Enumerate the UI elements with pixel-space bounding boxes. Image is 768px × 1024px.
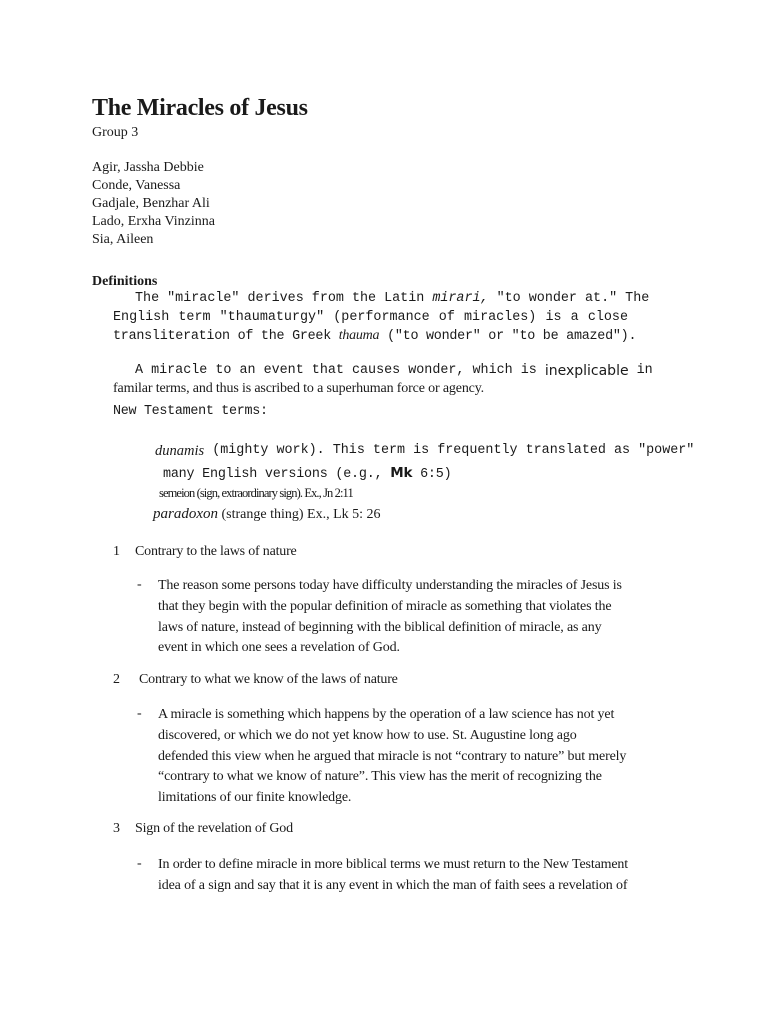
bullet-dash: -	[137, 577, 142, 592]
member-name: Agir, Jassha Debbie	[92, 160, 204, 175]
body-line: defended this view when he argued that miracle is not “contrary to nature” but merely	[158, 748, 627, 764]
text-run: many English versions (e.g.,	[163, 467, 391, 482]
body-line: idea of a sign and say that it is any event in which the man of faith sees a revelation of	[158, 877, 628, 893]
member-name: Lado, Erxha Vinzinna	[92, 214, 215, 229]
section-body	[158, 705, 680, 809]
section-title: Contrary to what we know of the laws of nature	[139, 672, 398, 687]
section-number: 3	[113, 821, 120, 836]
document-title: The Miracles of Jesus	[92, 95, 308, 121]
term-word: paradoxon	[153, 506, 218, 522]
term-description: (mighty work). This term is frequently translated as "power"	[204, 443, 695, 458]
text-run: ("to wonder" or "to be amazed").	[379, 329, 637, 344]
body-line: “contrary to what we know of nature”. This view has the merit of recognizing the	[158, 769, 602, 785]
greek-term: thauma	[338, 328, 380, 343]
latin-term: mirari,	[432, 291, 489, 306]
term-dunamis	[155, 443, 695, 460]
section-title: Sign of the revelation of God	[135, 821, 293, 836]
body-line: event in which one sees a revelation of God.	[158, 640, 400, 656]
term-description: (strange thing) Ex., Lk 5: 26	[218, 507, 381, 522]
body-line: laws of nature, instead of beginning with the biblical definition of miracle, as any	[158, 619, 602, 635]
member-name: Gadjale, Benzhar Ali	[92, 196, 210, 211]
nt-terms-label: New Testament terms:	[113, 404, 268, 419]
paragraph-line	[113, 328, 636, 344]
body-line: In order to define miracle in more biblical terms we must return to the New Testament	[158, 857, 629, 872]
body-line: limitations of our finite knowledge.	[158, 790, 352, 806]
paragraph-line	[135, 363, 653, 379]
term-word: dunamis	[155, 443, 205, 459]
group-label: Group 3	[92, 125, 139, 140]
body-line: A miracle is something which happens by the operation of a law science has not yet	[158, 707, 615, 722]
bullet-dash: -	[137, 706, 142, 721]
text-run: A miracle to an event that causes wonder, which is	[135, 363, 545, 378]
text-run: "to wonder at." The	[488, 291, 650, 306]
section-number: 1	[113, 544, 120, 559]
text-run: 6:5)	[412, 467, 452, 482]
section-title: Contrary to the laws of nature	[135, 544, 297, 559]
body-line: discovered, or which we do not yet know how to use. St. Augustine long ago	[158, 727, 577, 743]
emphasis-word: inexplicable	[544, 363, 629, 379]
paragraph-line	[135, 291, 650, 306]
section-number: 2	[113, 672, 120, 687]
term-semeion: semeion (sign, extraordinary sign). Ex., Jn 2:11	[159, 486, 353, 500]
term-dunamis-continued	[163, 465, 451, 482]
book-abbrev: Mk	[390, 465, 413, 481]
definitions-heading: Definitions	[92, 274, 158, 289]
body-line: that they begin with the popular definition of miracle as something that violates the	[158, 598, 612, 614]
text-run: in	[628, 363, 653, 378]
paragraph-line: English term "thaumaturgy" (performance of miracles) is a close	[113, 310, 628, 325]
text-run: transliteration of the Greek	[113, 329, 339, 344]
term-paradoxon	[153, 506, 381, 523]
member-name: Sia, Aileen	[92, 232, 154, 247]
text-run: The "miracle" derives from the Latin	[135, 291, 433, 306]
member-name: Conde, Vanessa	[92, 178, 181, 193]
section-body	[158, 855, 680, 897]
section-body	[158, 576, 680, 659]
paragraph-line: familar terms, and thus is ascribed to a superhuman force or agency.	[113, 381, 485, 396]
body-line: The reason some persons today have difficulty understanding the miracles of Jesus is	[158, 578, 622, 593]
bullet-dash: -	[137, 856, 142, 871]
